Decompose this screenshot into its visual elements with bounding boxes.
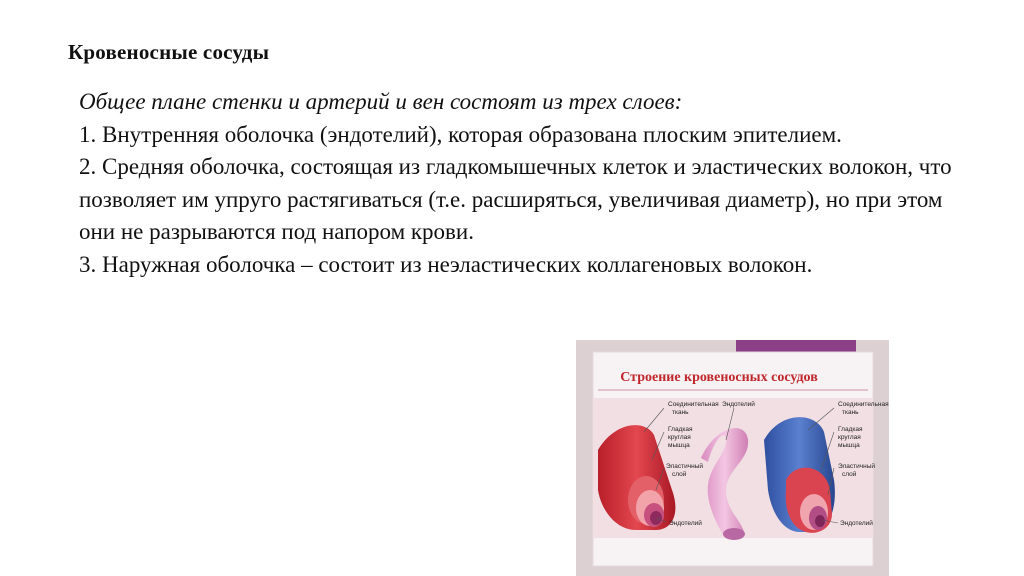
intro-text: Общее плане стенки и артерий и вен состоят из трех слоев: [79,89,683,114]
label-connective-tissue-right: Соединительная ткань [838,401,889,416]
label-smooth-muscle-left: Гладкая круглая мышца [668,426,693,449]
vessel-illustration [576,340,889,576]
slide-body [79,86,959,281]
label-elastic-layer-right: Эластичный слой [838,463,876,478]
label-endothelium-left: Эндотелий [669,520,702,527]
list-item: 1. Внутренняя оболочка (эндотелий), которая образована плоским эпителием. [79,121,842,147]
label-endothelium-center: Эндотелий [722,401,755,408]
label-elastic-layer-left: Эластичный слой [666,463,704,478]
label-connective-tissue-left: Соединительная ткань [668,401,719,416]
label-smooth-muscle-right: Гладкая круглая мышца [838,426,863,449]
vessel-structure-figure [576,340,889,576]
label-endothelium-right: Эндотелий [840,520,873,527]
list-item: 3. Наружная оболочка – состоит из неэластических коллагеновых волокон. [79,251,813,277]
slide-title: Кровеносные сосуды [68,40,270,64]
list-item: 2. Средняя оболочка, состоящая из гладкомышечных клеток и эластических волокон, что позволяет им упруго растягиваться (т.е. расширяться, увеличивая диаметр), но при этом они не разрываются под напором крови. [79,154,952,244]
figure-heading: Строение кровеносных сосудов [620,370,818,385]
